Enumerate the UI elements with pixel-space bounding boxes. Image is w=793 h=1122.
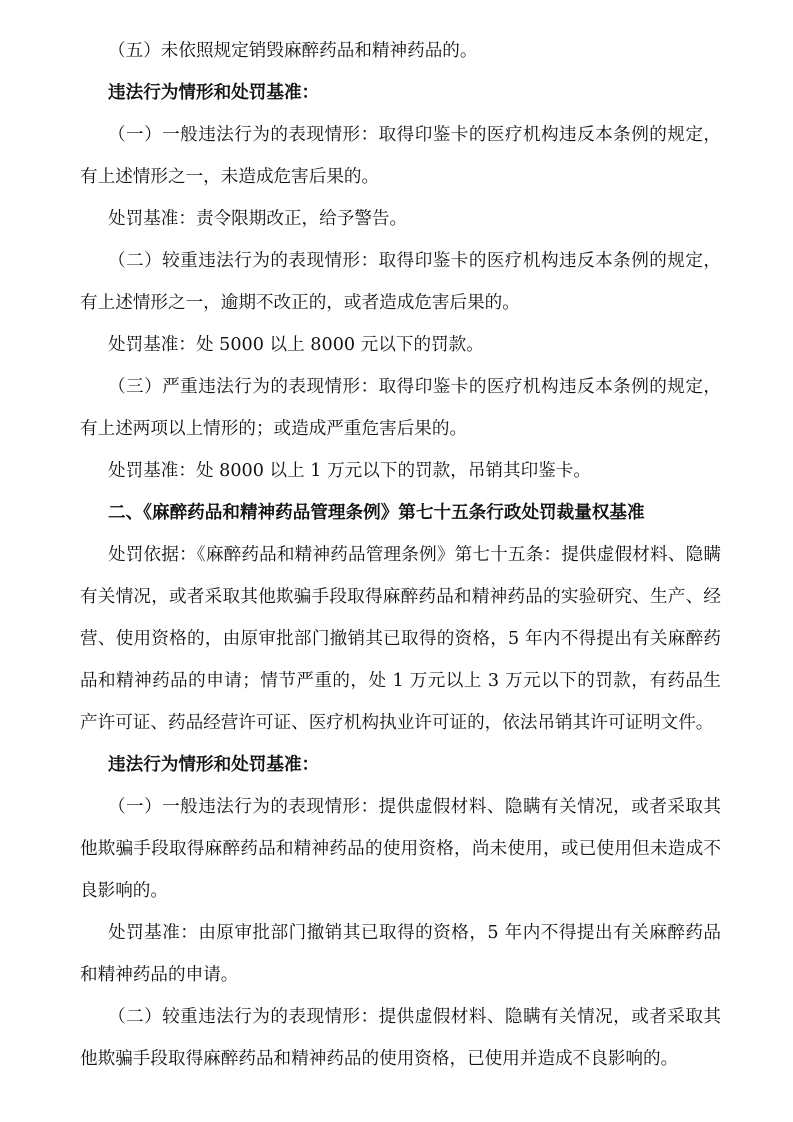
penalty-standard: 处罚基准：由原审批部门撤销其已取得的资格，5 年内不得提出有关麻醉药品和精神药品的申请。	[80, 923, 721, 985]
serious-violation: （二）较重违法行为的表现情形：提供虚假材料、隐瞒有关情况，或者采取其他欺骗手段取得麻醉药品和精神药品的使用资格，已使用并造成不良影响的。	[80, 1007, 721, 1069]
severe-violation: （三）严重违法行为的表现情形：取得印鉴卡的医疗机构违反本条例的规定，有上述两项以上情形的；或造成严重危害后果的。	[80, 377, 721, 439]
penalty-standard: 处罚基准：处 5000 以上 8000 元以下的罚款。	[108, 335, 484, 355]
penalty-basis: 处罚依据：《麻醉药品和精神药品管理条例》第七十五条：提供虚假材料、隐瞒有关情况，或者采取其他欺骗手段取得麻醉药品和精神药品的实验研究、生产、经营、使用资格的，由原审批部门撤销其已取得的资格，5 年内不得提出有关麻醉药品和精神药品的申请；情节严重的，处 1 万元以上 3 万元以下的罚款，有药品生产许可证、药品经营许可证、医疗机构执业许可证的，依法吊销其许可证明文件。	[80, 545, 721, 733]
section-heading: 违法行为情形和处罚基准：	[108, 82, 320, 103]
general-violation: （一）一般违法行为的表现情形：提供虚假材料、隐瞒有关情况，或者采取其他欺骗手段取得麻醉药品和精神药品的使用资格，尚未使用，或已使用但未造成不良影响的。	[80, 797, 721, 901]
section-heading: 违法行为情形和处罚基准：	[108, 754, 320, 775]
general-violation: （一）一般违法行为的表现情形：取得印鉴卡的医疗机构违反本条例的规定，有上述情形之一，未造成危害后果的。	[80, 125, 721, 187]
list-item-5: （五）未依照规定销毁麻醉药品和精神药品的。	[108, 41, 478, 61]
penalty-standard: 处罚基准：处 8000 以上 1 万元以下的罚款，吊销其印鉴卡。	[108, 461, 591, 481]
serious-violation: （二）较重违法行为的表现情形：取得印鉴卡的医疗机构违反本条例的规定，有上述情形之一，逾期不改正的，或者造成危害后果的。	[80, 251, 721, 313]
penalty-standard: 处罚基准：责令限期改正，给予警告。	[108, 209, 408, 229]
chapter-heading: 二、《麻醉药品和精神药品管理条例》第七十五条行政处罚裁量权基准	[108, 502, 645, 523]
